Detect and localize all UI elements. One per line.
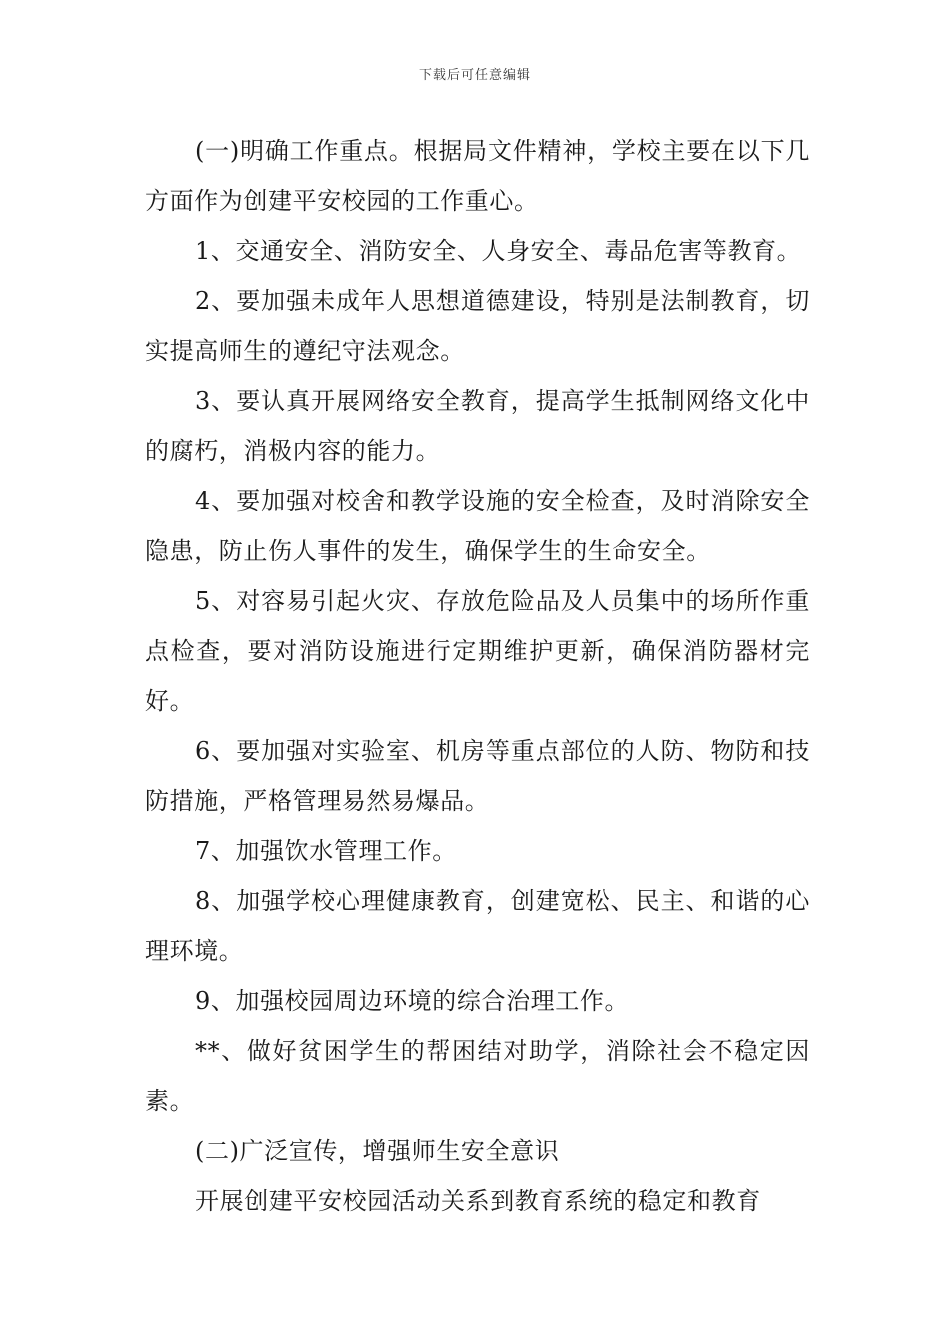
paragraph-item-1: 1、交通安全、消防安全、人身安全、毒品危害等教育。 [195,237,802,265]
paragraph-section-2-body: 开展创建平安校园活动关系到教育系统的稳定和教育 [195,1187,761,1215]
paragraph-item-7: 7、加强饮水管理工作。 [195,837,457,865]
paragraph-item-2: 2、要加强未成年人思想道德建设，特别是法制教育，切实提高师生的遵纪守法观念。 [145,287,810,365]
paragraph-section-2-heading: (二)广泛宣传，增强师生安全意识 [195,1137,560,1165]
page-header-note: 下载后可任意编辑 [418,68,531,83]
paragraph-item-5: 5、对容易引起火灾、存放危险品及人员集中的场所作重点检查，要对消防设施进行定期维护更新，确保消防器材完好。 [145,587,810,715]
paragraph-item-4: 4、要加强对校舍和教学设施的安全检查，及时消除安全隐患，防止伤人事件的发生，确保学生的生命安全。 [145,487,810,565]
paragraph-item-3: 3、要认真开展网络安全教育，提高学生抵制网络文化中的腐朽，消极内容的能力。 [145,387,810,465]
paragraph-item-6: 6、要加强对实验室、机房等重点部位的人防、物防和技防措施，严格管理易然易爆品。 [145,737,810,815]
document-body [145,126,810,1226]
paragraph-item-9: 9、加强校园周边环境的综合治理工作。 [195,987,630,1015]
paragraph-section-1-heading: (一)明确工作重点。根据局文件精神，学校主要在以下几方面作为创建平安校园的工作重心。 [145,137,810,215]
paragraph-item-10: **、做好贫困学生的帮困结对助学，消除社会不稳定因素。 [145,1037,810,1115]
paragraph-item-8: 8、加强学校心理健康教育，创建宽松、民主、和谐的心理环境。 [145,887,810,965]
